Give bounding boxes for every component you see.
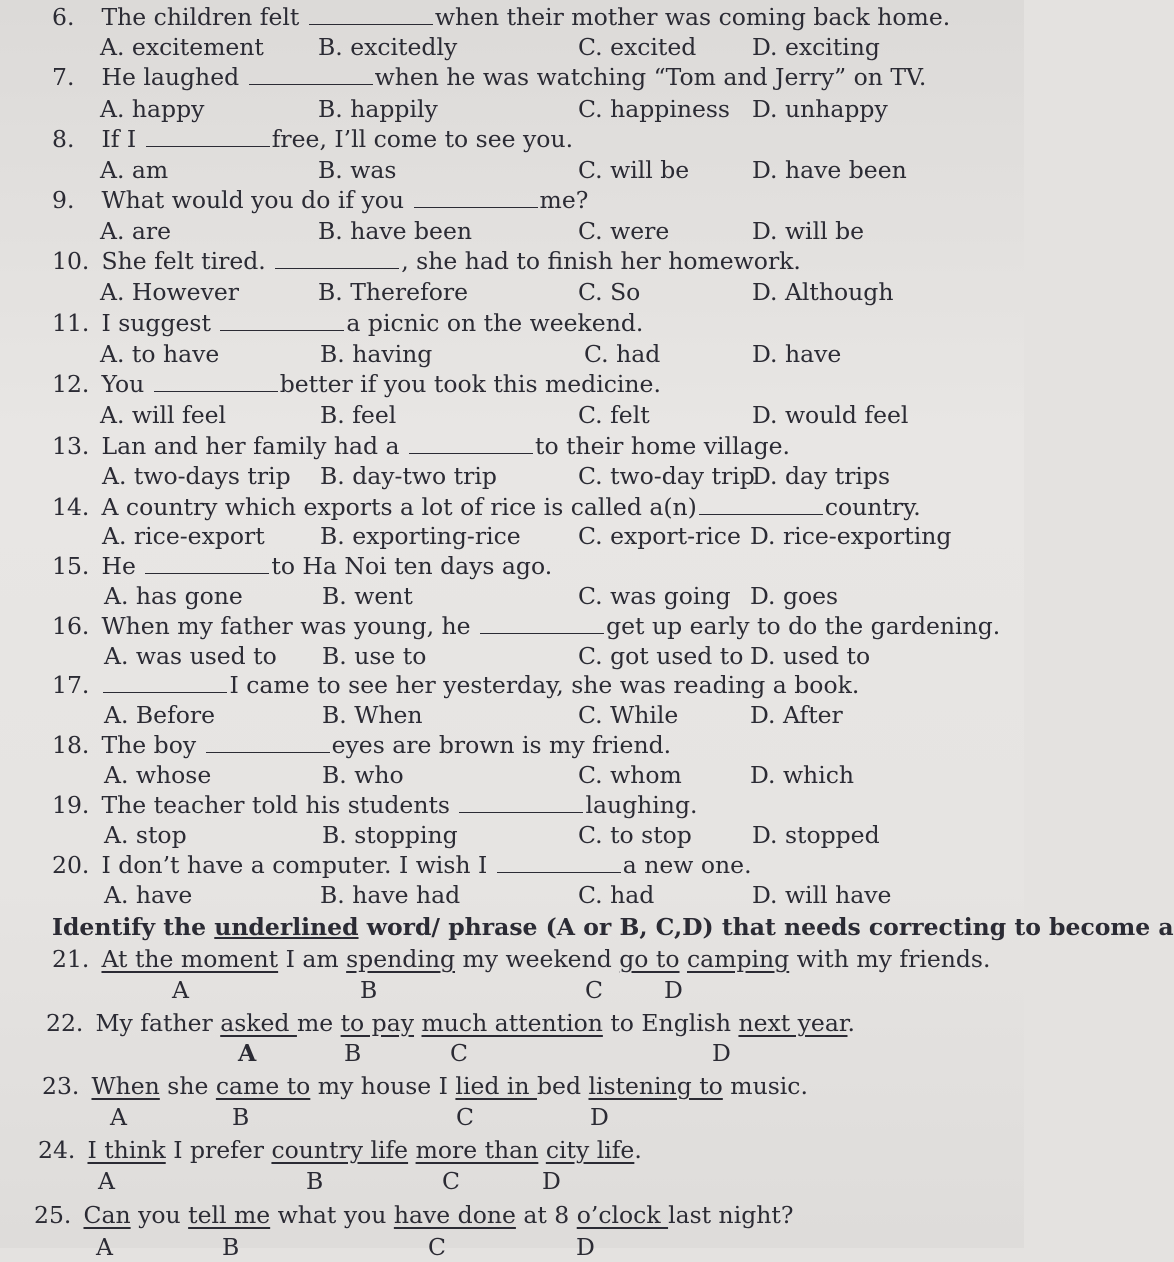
label-a: A — [172, 976, 189, 1004]
option-a: A. to have — [100, 340, 220, 368]
sentence-text — [680, 945, 687, 973]
underlined-phrase: have done — [393, 1201, 516, 1229]
sentence — [91, 1072, 807, 1100]
underlined-phrase: to pay — [340, 1009, 415, 1037]
option-a: A. have — [104, 881, 193, 909]
answer-blank — [103, 674, 227, 693]
label-b: B — [306, 1167, 324, 1195]
option-b: B. exporting-rice — [320, 522, 521, 550]
option-d: D. stopped — [752, 821, 880, 849]
label-c: C — [428, 1233, 446, 1261]
option-b: B. have been — [318, 217, 473, 245]
question-12: 12. You better if you took this medicine. — [52, 370, 661, 398]
label-b: B — [344, 1039, 362, 1067]
underlined-phrase: city life — [545, 1136, 635, 1164]
question-9: 9. What would you do if you me? — [52, 186, 589, 214]
option-d: D. which — [750, 761, 855, 789]
question-8: 8. If I free, I’ll come to see you. — [52, 125, 574, 153]
label-c: C — [442, 1167, 460, 1195]
sentence-text: I prefer — [165, 1136, 272, 1164]
option-c: C. export-rice — [578, 522, 741, 550]
option-c: C. got used to — [578, 642, 744, 670]
label-d: D — [664, 976, 683, 1004]
answer-blank — [206, 734, 330, 753]
option-b: B. who — [322, 761, 404, 789]
label-a: A — [110, 1103, 127, 1131]
underlined-phrase: o’clock — [576, 1201, 669, 1229]
option-a: A. However — [100, 278, 239, 306]
underlined-phrase: more than — [415, 1136, 539, 1164]
underlined-phrase: camping — [687, 945, 790, 973]
option-b: B. feel — [320, 401, 397, 429]
underlined-phrase: spending — [346, 945, 456, 973]
answer-blank — [154, 373, 278, 392]
sentence-text: bed — [537, 1072, 589, 1100]
question-17: 17. I came to see her yesterday, she was reading a book. — [52, 671, 860, 699]
sentence-text: my weekend — [455, 945, 620, 973]
option-b: B. having — [320, 340, 433, 368]
option-b: B. stopping — [322, 821, 458, 849]
label-b: B — [360, 976, 378, 1004]
option-a: A. are — [100, 217, 172, 245]
answer-blank — [459, 794, 583, 813]
question-23: 23. When she came to my house I lied in bed listening to music. — [42, 1072, 808, 1100]
answer-blank — [309, 6, 433, 25]
option-a: A. has gone — [104, 582, 243, 610]
question-19: 19. The teacher told his students laughing. — [52, 791, 698, 819]
option-c: C. were — [578, 217, 670, 245]
underlined-phrase: tell me — [188, 1201, 271, 1229]
option-c: C. to stop — [578, 821, 692, 849]
question-14: 14. A country which exports a lot of rice is called a(n) country. — [52, 493, 921, 521]
option-d: D. would feel — [752, 401, 909, 429]
question-24: 24. I think I prefer country life more than city life. — [38, 1136, 642, 1164]
option-d: D. will be — [752, 217, 865, 245]
underlined-phrase: listening to — [588, 1072, 723, 1100]
question-25: 25. Can you tell me what you have done at 8 o’clock last night? — [34, 1201, 794, 1229]
question-21: 21. At the moment I am spending my weekend go to camping with my friends. — [52, 945, 991, 973]
sentence-text — [538, 1136, 545, 1164]
option-b: B. day-two trip — [320, 462, 497, 490]
underlined-phrase: Can — [83, 1201, 131, 1229]
option-c: C. While — [578, 701, 679, 729]
option-c: C. whom — [578, 761, 682, 789]
question-11: 11. I suggest a picnic on the weekend. — [52, 309, 644, 337]
question-15: 15. He to Ha Noi ten days ago. — [52, 552, 553, 580]
option-b: B. use to — [322, 642, 427, 670]
sentence-text: with my friends. — [789, 945, 991, 973]
option-a: A. will feel — [100, 401, 227, 429]
sentence-text: me — [296, 1009, 341, 1037]
question-13: 13. Lan and her family had a to their home village. — [52, 432, 791, 460]
answer-blank — [409, 435, 533, 454]
underlined-phrase: I think — [87, 1136, 166, 1164]
sentence-text: . — [634, 1136, 642, 1164]
option-d: D. have been — [752, 156, 907, 184]
sentence-text: at 8 — [515, 1201, 577, 1229]
underlined-phrase: came to — [215, 1072, 311, 1100]
question-18: 18. The boy eyes are brown is my friend. — [52, 731, 672, 759]
option-a: A. rice-export — [102, 522, 265, 550]
question-10: 10. She felt tired. , she had to finish her homework. — [52, 247, 801, 275]
option-d: D. unhappy — [752, 95, 888, 123]
sentence-text: My father — [95, 1009, 221, 1037]
label-b: B — [232, 1103, 250, 1131]
label-b: B — [222, 1233, 240, 1261]
answer-blank — [220, 312, 344, 331]
label-a: A — [98, 1167, 115, 1195]
label-d: D — [576, 1233, 595, 1261]
label-a: A — [96, 1233, 113, 1261]
sentence — [101, 945, 990, 973]
label-d: D — [590, 1103, 609, 1131]
option-a: A. Before — [104, 701, 216, 729]
option-a: A. stop — [104, 821, 187, 849]
answer-blank — [249, 66, 373, 85]
option-c: C. had — [584, 340, 661, 368]
label-d: D — [542, 1167, 561, 1195]
sentence — [87, 1136, 641, 1164]
answer-blank — [146, 128, 270, 147]
option-d: D. have — [752, 340, 842, 368]
underlined-phrase: go to — [619, 945, 680, 973]
sentence-text — [414, 1009, 421, 1037]
section-heading: Identify the underlined word/ phrase (A or B, C,D) that needs correcting to become a — [52, 913, 1174, 941]
answer-blank — [699, 496, 823, 515]
sentence-text — [408, 1136, 415, 1164]
option-c: C. excited — [578, 33, 697, 61]
sentence-text: what you — [270, 1201, 394, 1229]
option-d: D. Although — [752, 278, 894, 306]
sentence — [83, 1201, 793, 1229]
option-c: C. happiness — [578, 95, 730, 123]
option-c: C. two-day trip — [578, 462, 755, 490]
option-a: A. two-days trip — [102, 462, 291, 490]
option-a: A. whose — [104, 761, 212, 789]
option-a: A. am — [100, 156, 169, 184]
option-b: B. have had — [320, 881, 461, 909]
option-c: C. So — [578, 278, 641, 306]
option-b: B. excitedly — [318, 33, 458, 61]
sentence-text: I am — [278, 945, 347, 973]
answer-blank — [497, 854, 621, 873]
option-c: C. had — [578, 881, 655, 909]
option-d: D. goes — [750, 582, 839, 610]
option-c: C. was going — [578, 582, 731, 610]
answer-blank — [275, 250, 399, 269]
label-d: D — [712, 1039, 731, 1067]
underlined-phrase: At the moment — [101, 945, 279, 973]
question-6: 6. The children felt when their mother was coming back home. — [52, 3, 951, 31]
question-22: 22. My father asked me to pay much attention to English next year. — [46, 1009, 855, 1037]
answer-blank — [414, 189, 538, 208]
sentence-text: last night? — [668, 1201, 794, 1229]
sentence-text: she — [159, 1072, 216, 1100]
option-a: A. was used to — [104, 642, 277, 670]
option-b: B. was — [318, 156, 397, 184]
option-b: B. went — [322, 582, 413, 610]
answer-blank — [145, 555, 269, 574]
label-c: C — [585, 976, 603, 1004]
sentence — [95, 1009, 855, 1037]
option-a: A. happy — [100, 95, 205, 123]
underlined-phrase: lied in — [455, 1072, 537, 1100]
sentence-text: you — [130, 1201, 189, 1229]
underlined-phrase: country life — [271, 1136, 409, 1164]
option-c: C. will be — [578, 156, 690, 184]
label-a: A — [238, 1039, 257, 1067]
question-20: 20. I don’t have a computer. I wish I a new one. — [52, 851, 752, 879]
option-b: B. Therefore — [318, 278, 469, 306]
label-c: C — [456, 1103, 474, 1131]
label-c: C — [450, 1039, 468, 1067]
option-b: B. happily — [318, 95, 438, 123]
option-c: C. felt — [578, 401, 650, 429]
answer-blank — [480, 615, 604, 634]
underlined-phrase: next year — [738, 1009, 848, 1037]
underlined-phrase: When — [91, 1072, 160, 1100]
option-d: D. After — [750, 701, 843, 729]
option-d: D. will have — [752, 881, 892, 909]
option-d: D. used to — [750, 642, 871, 670]
option-d: D. rice-exporting — [750, 522, 952, 550]
option-a: A. excitement — [100, 33, 264, 61]
sentence-text: my house I — [310, 1072, 456, 1100]
question-7: 7. He laughed when he was watching “Tom and Jerry” on TV. — [52, 63, 927, 91]
underlined-phrase: asked — [220, 1009, 297, 1037]
sentence-text: to English — [602, 1009, 739, 1037]
question-16: 16. When my father was young, he get up early to do the gardening. — [52, 612, 1001, 640]
sentence-text: . — [847, 1009, 855, 1037]
option-d: D. day trips — [752, 462, 891, 490]
sentence-text: music. — [722, 1072, 808, 1100]
underlined-phrase: much attention — [421, 1009, 603, 1037]
option-d: D. exciting — [752, 33, 880, 61]
option-b: B. When — [322, 701, 423, 729]
